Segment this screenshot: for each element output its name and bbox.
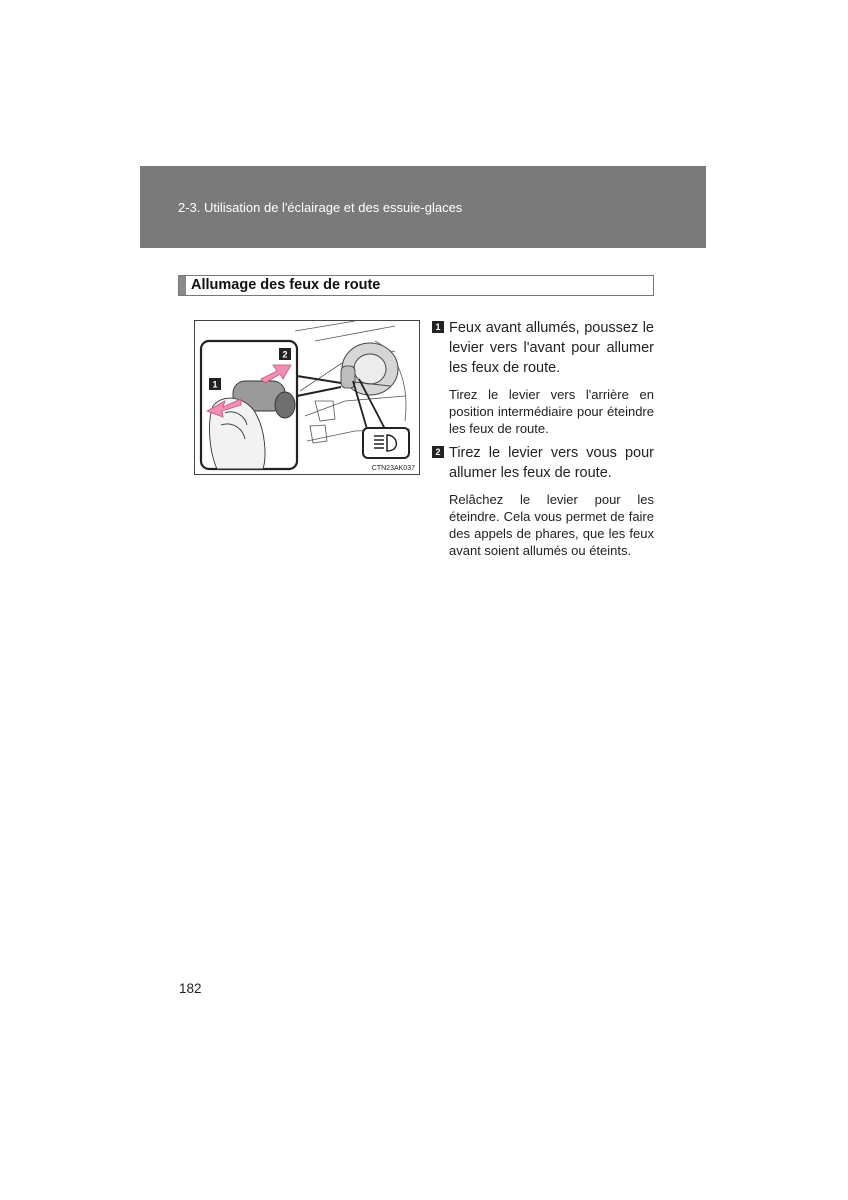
section-title-box xyxy=(178,275,654,296)
step-2-text: Tirez le levier vers vous pour allumer les feux de route. xyxy=(449,445,654,481)
step-1-text: Feux avant allumés, poussez le levier vers l'avant pour allumer les feux de route. xyxy=(449,320,654,376)
step-2-badge: 2 xyxy=(432,446,444,458)
step-1 xyxy=(432,318,654,437)
figure-badge-1: 1 xyxy=(212,379,218,390)
chapter-header xyxy=(140,166,706,248)
high-beam-icon xyxy=(363,428,409,458)
step-2-note: Relâchez le levier pour les éteindre. Cela vous permet de faire des appels de phares, que les feux avant soient allumés ou éteints. xyxy=(449,492,654,558)
figure-code: CTN23AK037 xyxy=(371,465,415,472)
step-1-badge: 1 xyxy=(432,321,444,333)
step-1-note: Tirez le levier vers l'arrière en position intermédiaire pour éteindre les feux de route. xyxy=(449,387,654,436)
section-title-bar xyxy=(179,276,186,295)
section-title: Allumage des feux de route xyxy=(191,277,381,293)
lever-drawing xyxy=(195,321,421,476)
figure-badge-2: 2 xyxy=(282,349,288,360)
page-number: 182 xyxy=(179,981,202,996)
step-2 xyxy=(432,443,654,559)
lever-illustration xyxy=(194,320,420,475)
chapter-title: 2-3. Utilisation de l'éclairage et des essuie-glaces xyxy=(178,200,463,215)
